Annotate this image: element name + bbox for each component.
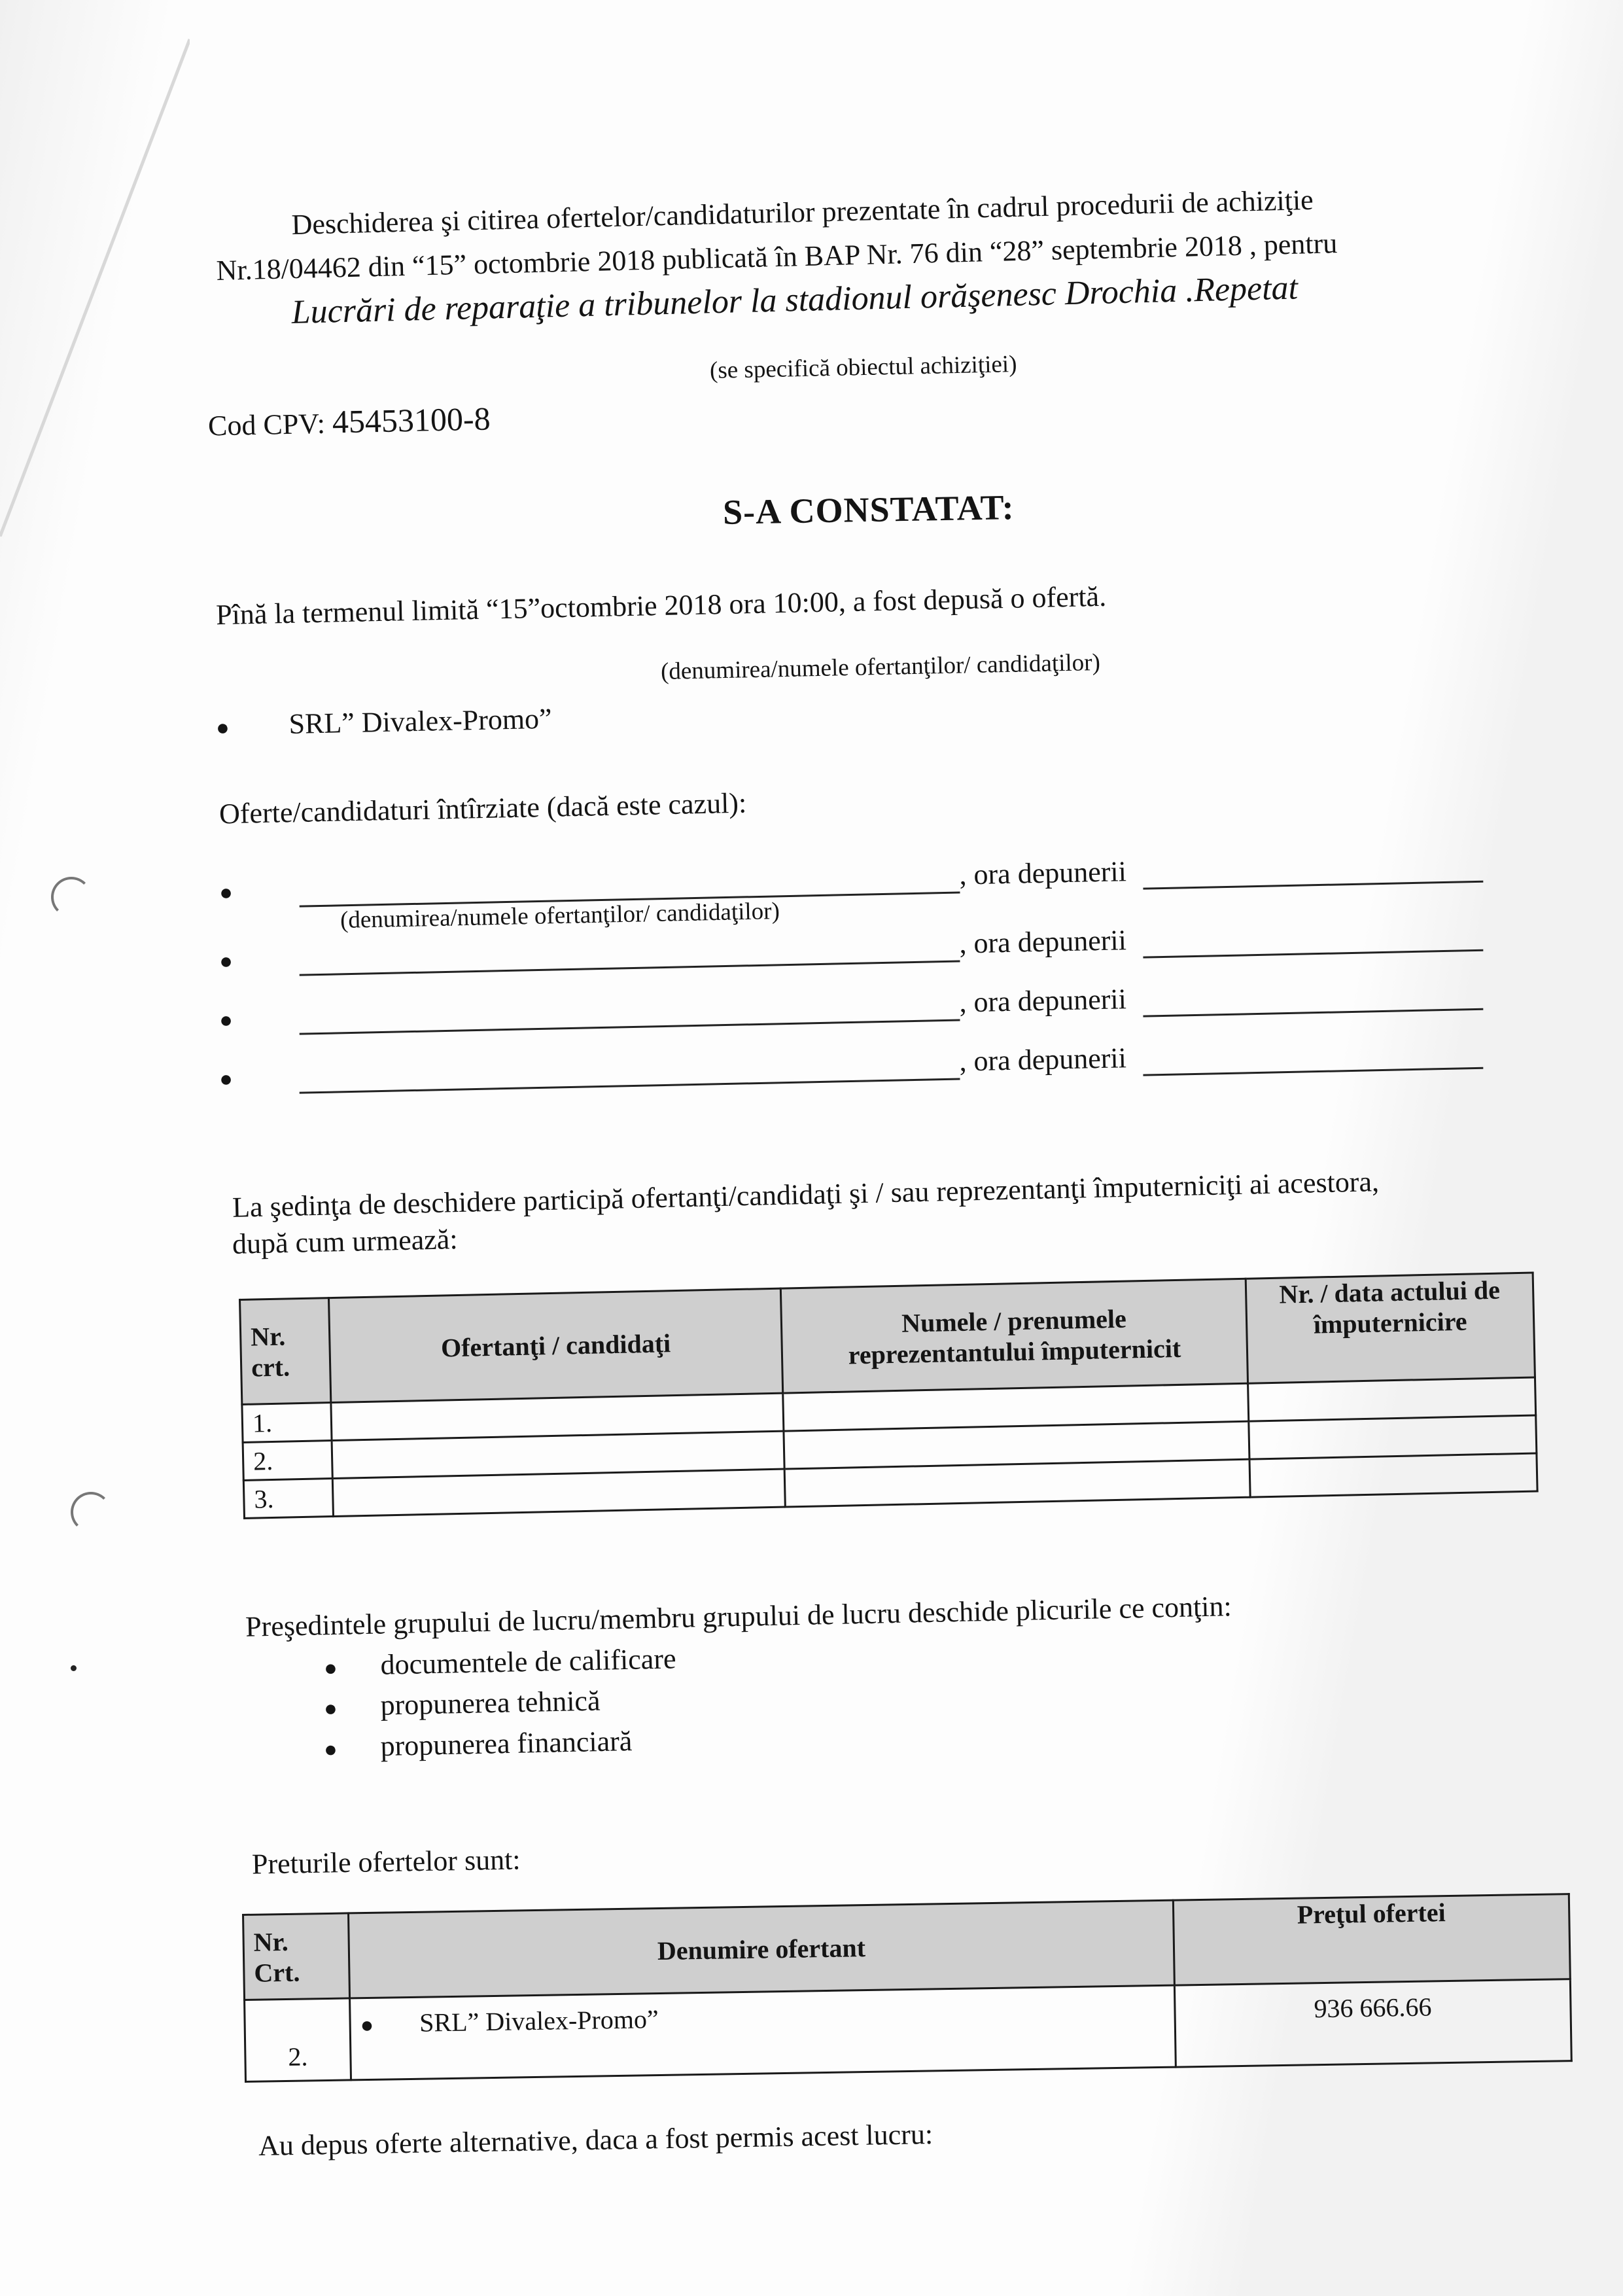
page-edge-shadow (0, 0, 190, 537)
attendance-table (239, 1272, 1539, 1519)
bidder-names-note: (denumirea/numele ofertanţilor/ candidaţilor) (660, 648, 1101, 686)
envelope-item-label: propunerea financiară (380, 1725, 633, 1763)
row-number: 2. (243, 1441, 332, 1481)
col-representative: Numele / prenumele reprezentantului împuternicit (780, 1279, 1248, 1393)
late-bid-names-note: (denumirea/numele ofertanţilor/ candidaţilor) (340, 897, 780, 934)
punch-hole-top (51, 877, 92, 917)
row-number: 1. (242, 1403, 332, 1443)
bullet-icon: ● (218, 1067, 234, 1092)
envelope-item-label: propunerea tehnică (380, 1684, 601, 1722)
col-nr: Nr. Crt. (243, 1913, 350, 2000)
cpv-label: Cod CPV: (207, 407, 326, 442)
attendance-intro-line-1: La şedinţa de deschidere participă ofertanţi/candidaţi şi / sau reprezentanţi împuterniciţi ai acestora, (232, 1165, 1380, 1224)
deadline-statement: Pînă la termenul limită “15”octombrie 2018 ora 10:00, a fost depusă o ofertă. (215, 580, 1107, 631)
late-bid-time-label: , ora depunerii (958, 983, 1127, 1019)
envelopes-intro: Preşedintele grupului de lucru/membru grupului de lucru deschide plicurile ce conţin: (245, 1590, 1232, 1643)
late-bid-time-label: , ora depunerii (958, 855, 1127, 891)
header-line-2: Nr.18/04462 din “15” octombrie 2018 publicată în BAP Nr. 76 din “28” septembrie 2018 , pentru (216, 227, 1338, 287)
late-bid-time-blank (1142, 1034, 1483, 1076)
attendance-intro-line-2: după cum urmează: (232, 1223, 459, 1260)
bullet-icon: ● (218, 1008, 234, 1033)
envelope-item-label: documentele de calificare (380, 1642, 676, 1681)
bullet-icon: ● (323, 1737, 338, 1762)
section-heading: S-A CONSTATAT: (722, 487, 1015, 532)
bullet-icon: ● (360, 2013, 374, 2038)
procurement-object: Lucrări de reparaţie a tribunelor la stadionul orăşenesc Drochia .Repetat (291, 269, 1299, 331)
bidder-name: SRL” Divalex-Promo” (288, 702, 553, 741)
bidder-name: SRL” Divalex-Promo” (419, 2004, 659, 2038)
alternatives-statement: Au depus oferte alternative, daca a fost permis acest lucru: (258, 2118, 934, 2162)
col-authorization: Nr. / data actului de împuternicire (1246, 1273, 1535, 1383)
envelope-item (324, 1684, 601, 1723)
cpv-code (207, 399, 491, 443)
prices-table (242, 1893, 1573, 2083)
bullet-icon: ● (323, 1696, 338, 1722)
bullet-icon: ● (218, 949, 234, 974)
punch-hole-bottom (71, 1492, 111, 1532)
col-price: Preţul ofertei (1173, 1894, 1570, 1985)
envelope-item (324, 1724, 633, 1764)
bullet-icon: ● (215, 715, 230, 741)
row-number: 2. (245, 1998, 351, 2082)
late-bid-time-blank (1142, 975, 1483, 1017)
late-bids-label: Oferte/candidaturi întîrziate (dacă este cazul): (218, 786, 747, 830)
bidder-list-item (216, 702, 553, 743)
ink-speck (71, 1665, 77, 1671)
col-bidder-name: Denumire ofertant (349, 1900, 1175, 1998)
bullet-icon: ● (323, 1656, 338, 1681)
col-bidders: Ofertanţi / candidaţi (329, 1288, 783, 1402)
prices-intro: Preturile ofertelor sunt: (251, 1843, 521, 1881)
procurement-object-note: (se specifică obiectul achiziţiei) (709, 351, 1017, 384)
bullet-icon: ● (218, 880, 234, 906)
bidder-cell (350, 1985, 1176, 2080)
price-cell: 936 666.66 (1174, 1979, 1571, 2067)
late-bid-time-blank (1142, 847, 1483, 890)
col-nr: Nr. crt. (240, 1298, 331, 1405)
header-line-1: Deschiderea şi citirea ofertelor/candidaturilor prezentate în cadrul procedurii de achiziţie (291, 183, 1314, 241)
late-bid-time-label: , ora depunerii (958, 924, 1127, 960)
row-number: 3. (243, 1479, 333, 1519)
late-bid-time-label: , ora depunerii (958, 1042, 1127, 1078)
cpv-value: 45453100-8 (332, 400, 491, 440)
late-bid-time-blank (1142, 916, 1483, 959)
